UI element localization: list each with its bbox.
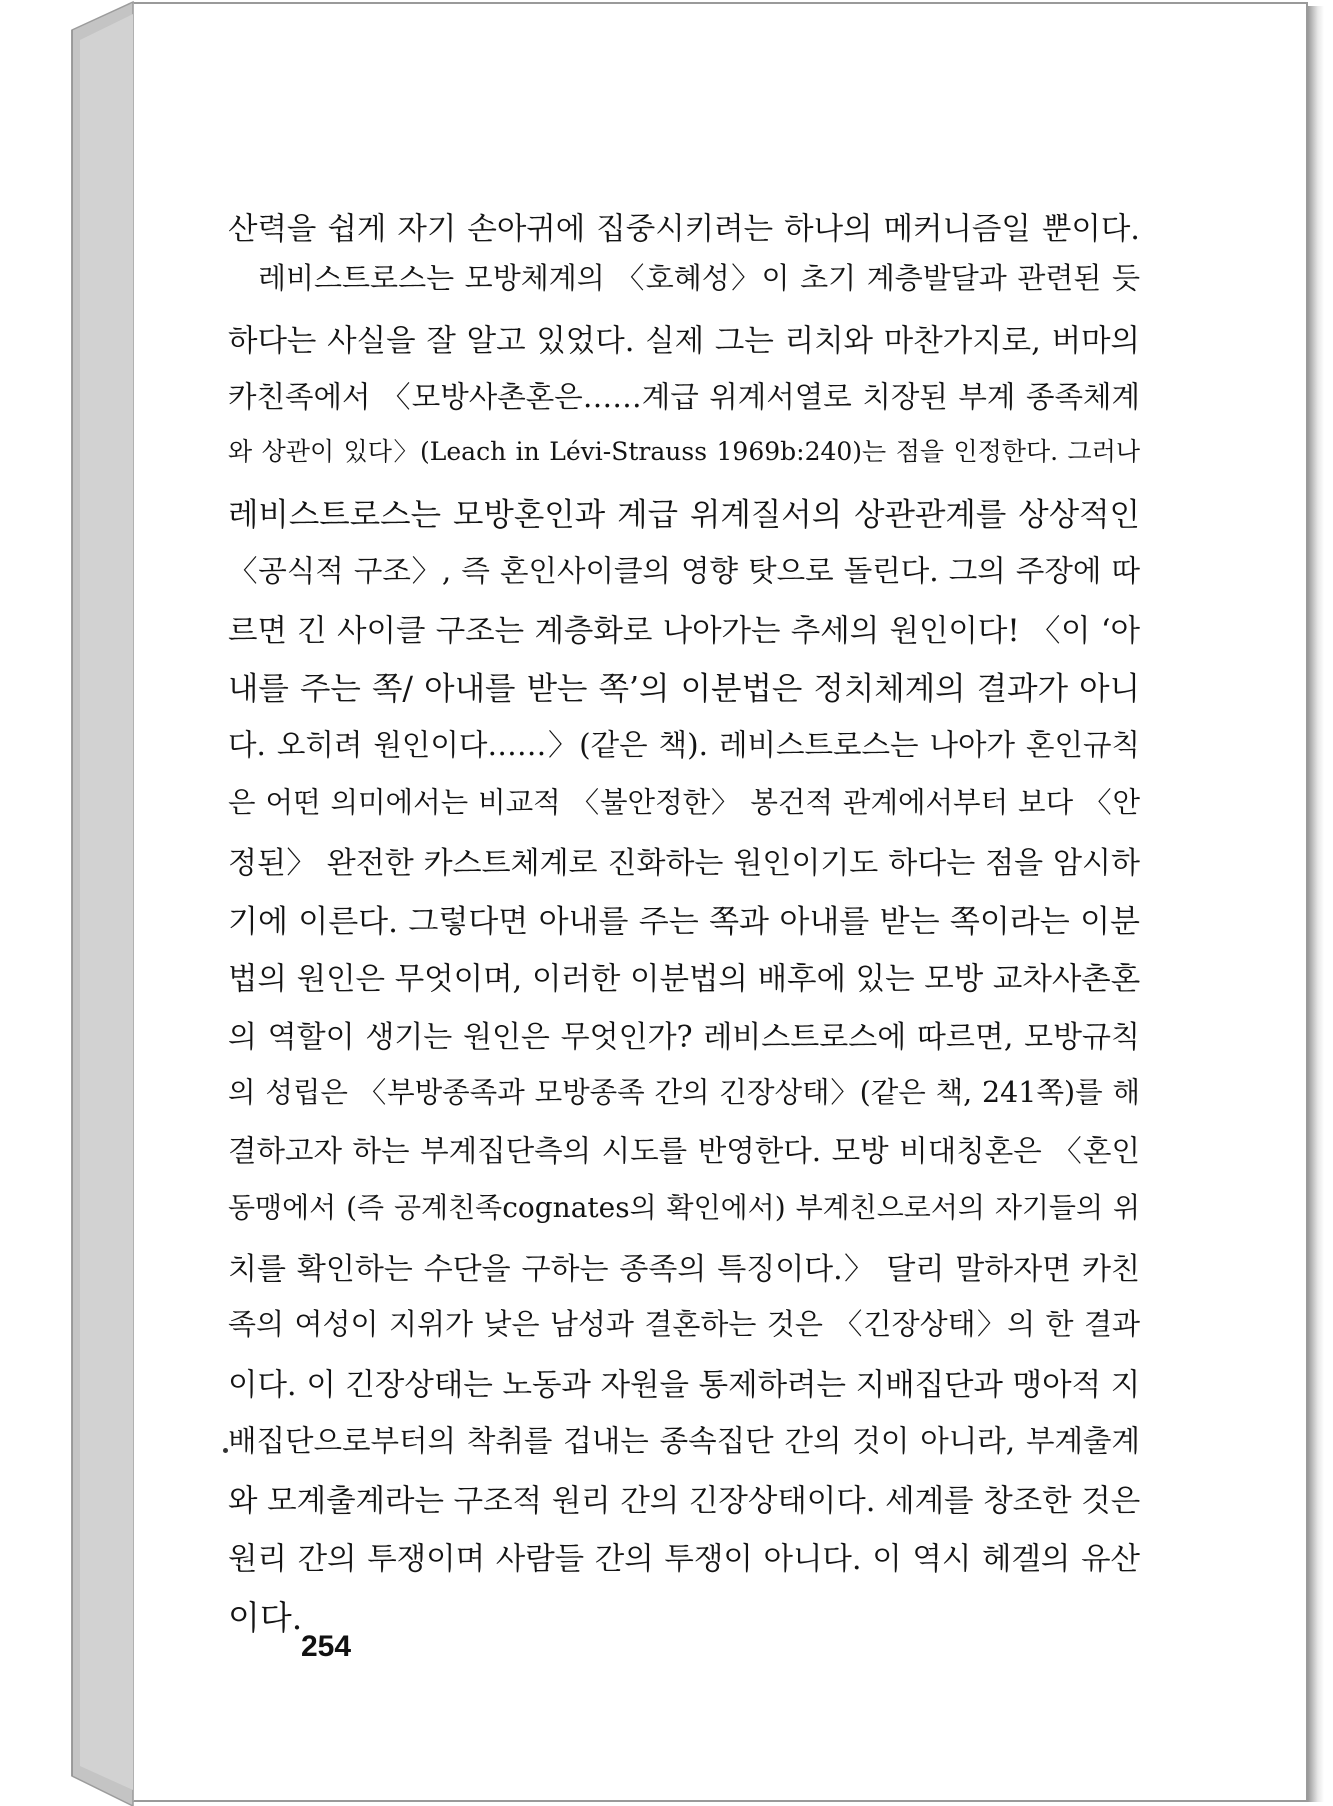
text-line-6: 레비스트로스는 모방혼인과 계급 위계질서의 상관관계를 상상적인: [228, 497, 1140, 533]
text-line-4: 카친족에서 〈모방사촌혼은……계급 위계서열로 치장된 부계 종족체계: [228, 380, 1140, 414]
text-line-10: 다. 오히려 원인이다……〉(같은 책). 레비스트로스는 나아가 혼인규칙: [228, 728, 1140, 762]
scan-speck: [223, 1448, 228, 1453]
text-line-12: 정된〉 완전한 카스트체계로 진화하는 원인이기도 하다는 점을 암시하: [228, 846, 1140, 881]
text-line-3: 하다는 사실을 잘 알고 있었다. 실제 그는 리치와 마찬가지로, 버마의: [228, 324, 1140, 359]
text-line-8: 르면 긴 사이클 구조는 계층화로 나아가는 추세의 원인이다! 〈이 ‘아: [228, 614, 1140, 649]
text-line-18: 동맹에서 (즉 공계친족cognates의 확인에서) 부계친으로서의 자기들의 위: [228, 1191, 1140, 1224]
page-right-shadow: [1308, 6, 1324, 1802]
text-line-11: 은 어떤 의미에서는 비교적 〈불안정한〉 봉건적 관계에서부터 보다 〈안: [228, 786, 1140, 819]
text-line-24: 원리 간의 투쟁이며 사람들 간의 투쟁이 아니다. 이 역시 헤겔의 유산: [228, 1542, 1140, 1577]
text-line-19: 치를 확인하는 수단을 구하는 종족의 특징이다.〉 달리 말하자면 카친: [228, 1252, 1140, 1287]
text-line-20: 족의 여성이 지위가 낮은 남성과 결혼하는 것은 〈긴장상태〉의 한 결과: [228, 1307, 1140, 1341]
text-line-13: 기에 이른다. 그렇다면 아내를 주는 쪽과 아내를 받는 쪽이라는 이분: [228, 904, 1140, 940]
text-line-1: 산력을 쉽게 자기 손아귀에 집중시키려는 하나의 메커니즘일 뿐이다.: [228, 212, 1140, 247]
text-line-14: 법의 원인은 무엇이며, 이러한 이분법의 배후에 있는 모방 교차사촌혼: [228, 962, 1141, 997]
text-line-25: 이다.: [228, 1598, 303, 1637]
text-line-5: 와 상관이 있다〉(Leach in Lévi-Strauss 1969b:240)는 점을 인정한다. 그러나: [228, 437, 1140, 466]
page-number: 254: [301, 1630, 352, 1663]
book-page: [133, 2, 1308, 1802]
text-line-2: 레비스트로스는 모방체계의 〈호혜성〉이 초기 계층발달과 관련된 듯: [258, 261, 1140, 295]
text-line-22: 배집단으로부터의 착취를 겁내는 종속집단 간의 것이 아니라, 부계출계: [228, 1424, 1140, 1458]
text-line-23: 와 모계출계라는 구조적 원리 간의 긴장상태이다. 세계를 창조한 것은: [228, 1484, 1141, 1519]
text-line-9: 내를 주는 쪽/ 아내를 받는 쪽’의 이분법은 정치체계의 결과가 아니: [228, 671, 1140, 707]
text-line-15: 의 역할이 생기는 원인은 무엇인가? 레비스트로스에 따르면, 모방규칙: [228, 1020, 1140, 1055]
text-line-16: 의 성립은 〈부방종족과 모방종족 간의 긴장상태〉(같은 책, 241쪽)를 해: [228, 1076, 1140, 1109]
text-line-7: 〈공식적 구조〉, 즉 혼인사이클의 영향 탓으로 돌린다. 그의 주장에 따: [228, 554, 1140, 588]
text-line-21: 이다. 이 긴장상태는 노동과 자원을 통제하려는 지배집단과 맹아적 지: [228, 1368, 1141, 1403]
text-line-17: 결하고자 하는 부계집단측의 시도를 반영한다. 모방 비대칭혼은 〈혼인: [228, 1134, 1140, 1168]
